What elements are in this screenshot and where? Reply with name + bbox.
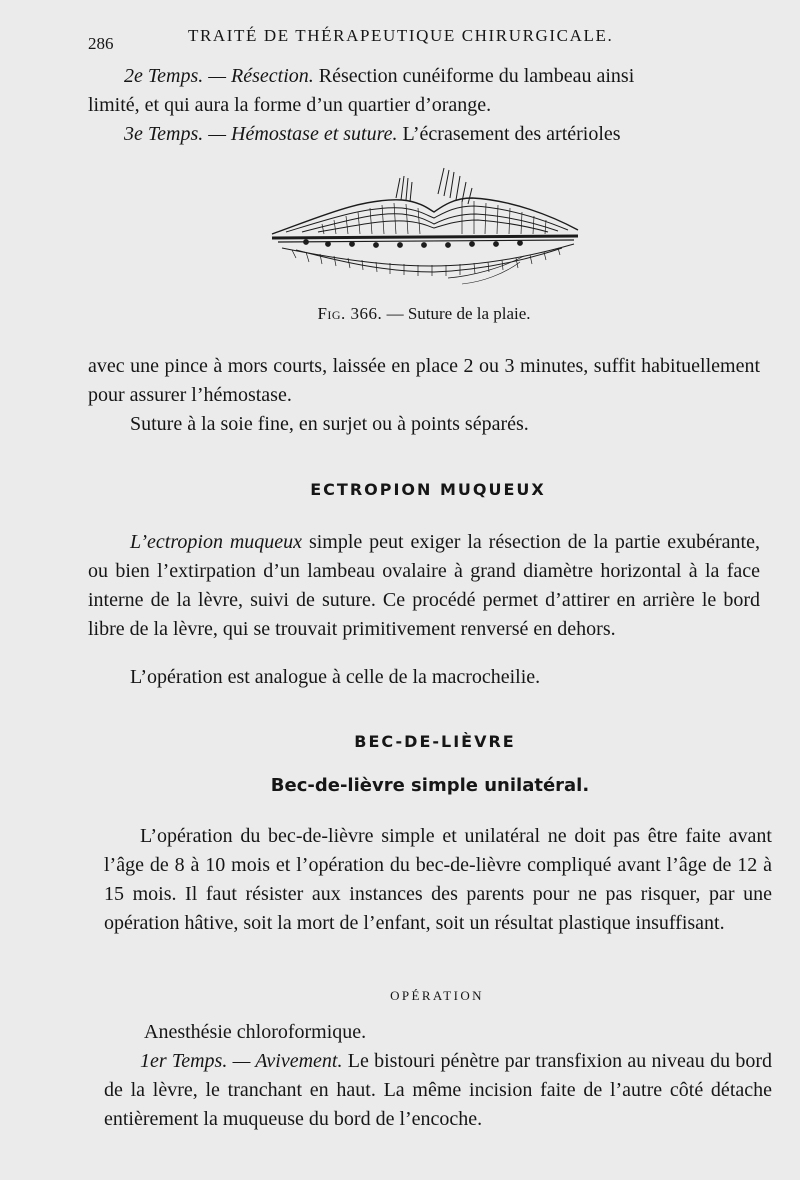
step2-line <box>88 62 760 91</box>
step2-text: Résection cunéiforme du lambeau ainsi <box>313 65 635 87</box>
page-number: 286 <box>88 34 114 53</box>
suture-paragraph: Suture à la soie fine, en surjet ou à points séparés. <box>130 413 529 435</box>
subheading-simple-unilateral: Bec-de-lièvre simple unilatéral. <box>270 775 590 796</box>
step1-paragraph <box>104 1047 772 1134</box>
macrocheilie-paragraph: L’opération est analogue à celle de la macrocheilie. <box>130 666 541 688</box>
section-heading-operation: OPÉRATION <box>390 988 484 1003</box>
ectropion-paragraph <box>88 528 760 644</box>
step1-label: 1er Temps. — Avivement. <box>140 1050 343 1072</box>
bec-de-lievre-paragraph: L’opération du bec-de-lièvre simple et unilatéral ne doit pas être faite avant l’âge de 8 à 10 mois et l’opération du bec-de-lièvre compliqué avant l’âge de 12 à 15 mois. Il faut résister aux instances des parents pour ne pas risquer, par une opération hâtive, soit la mort de l’enfant, soit un résultat plastique insuffisant. <box>104 825 772 934</box>
step2-label: 2e Temps. — Résection. <box>124 65 314 87</box>
running-head <box>88 22 748 53</box>
step3-line <box>88 120 760 149</box>
section-heading-bec-de-lievre: BEC-DE-LIÈVRE <box>354 732 516 751</box>
step3-label: 3e Temps. — Hémostase et suture. <box>124 123 398 145</box>
anesthesia-line: Anesthésie chloroformique. <box>144 1021 367 1043</box>
step1-text: Le bistouri pénètre par transfixion au niveau du bord de la lèvre, le tranchant en haut. La même incision faite de l’autre côté détache entièrement la muqueuse du bord de l’encoche. <box>104 1050 772 1130</box>
figure-label: Fig. 366. <box>317 304 383 323</box>
ectropion-term: L’ectropion muqueux <box>130 531 303 553</box>
hemostasis-paragraph: avec une pince à mors courts, laissée en place 2 ou 3 minutes, suffit habituellement pour assurer l’hémostase. <box>88 355 760 406</box>
running-title: TRAITÉ DE THÉRAPEUTIQUE CHIRURGICALE. <box>188 26 614 45</box>
section-heading-ectropion: ECTROPION MUQUEUX <box>310 480 546 499</box>
lip-suture-illustration <box>262 158 592 298</box>
figure-caption-text: — Suture de la plaie. <box>382 304 531 323</box>
step3-text: L’écrasement des artérioles <box>397 123 621 145</box>
ectropion-text: simple peut exiger la résection de la partie exubérante, ou bien l’extirpation d’un lambeau ovalaire à grand diamètre horizontal à la face interne de la lèvre, suivi de suture. Ce procédé permet d’attirer en arrière le bord libre de la lèvre, qui se trouvait primitivement renversé en dehors. <box>88 531 760 640</box>
step2-continuation: limité, et qui aura la forme d’un quartier d’orange. <box>88 94 492 116</box>
figure-caption <box>0 304 800 324</box>
